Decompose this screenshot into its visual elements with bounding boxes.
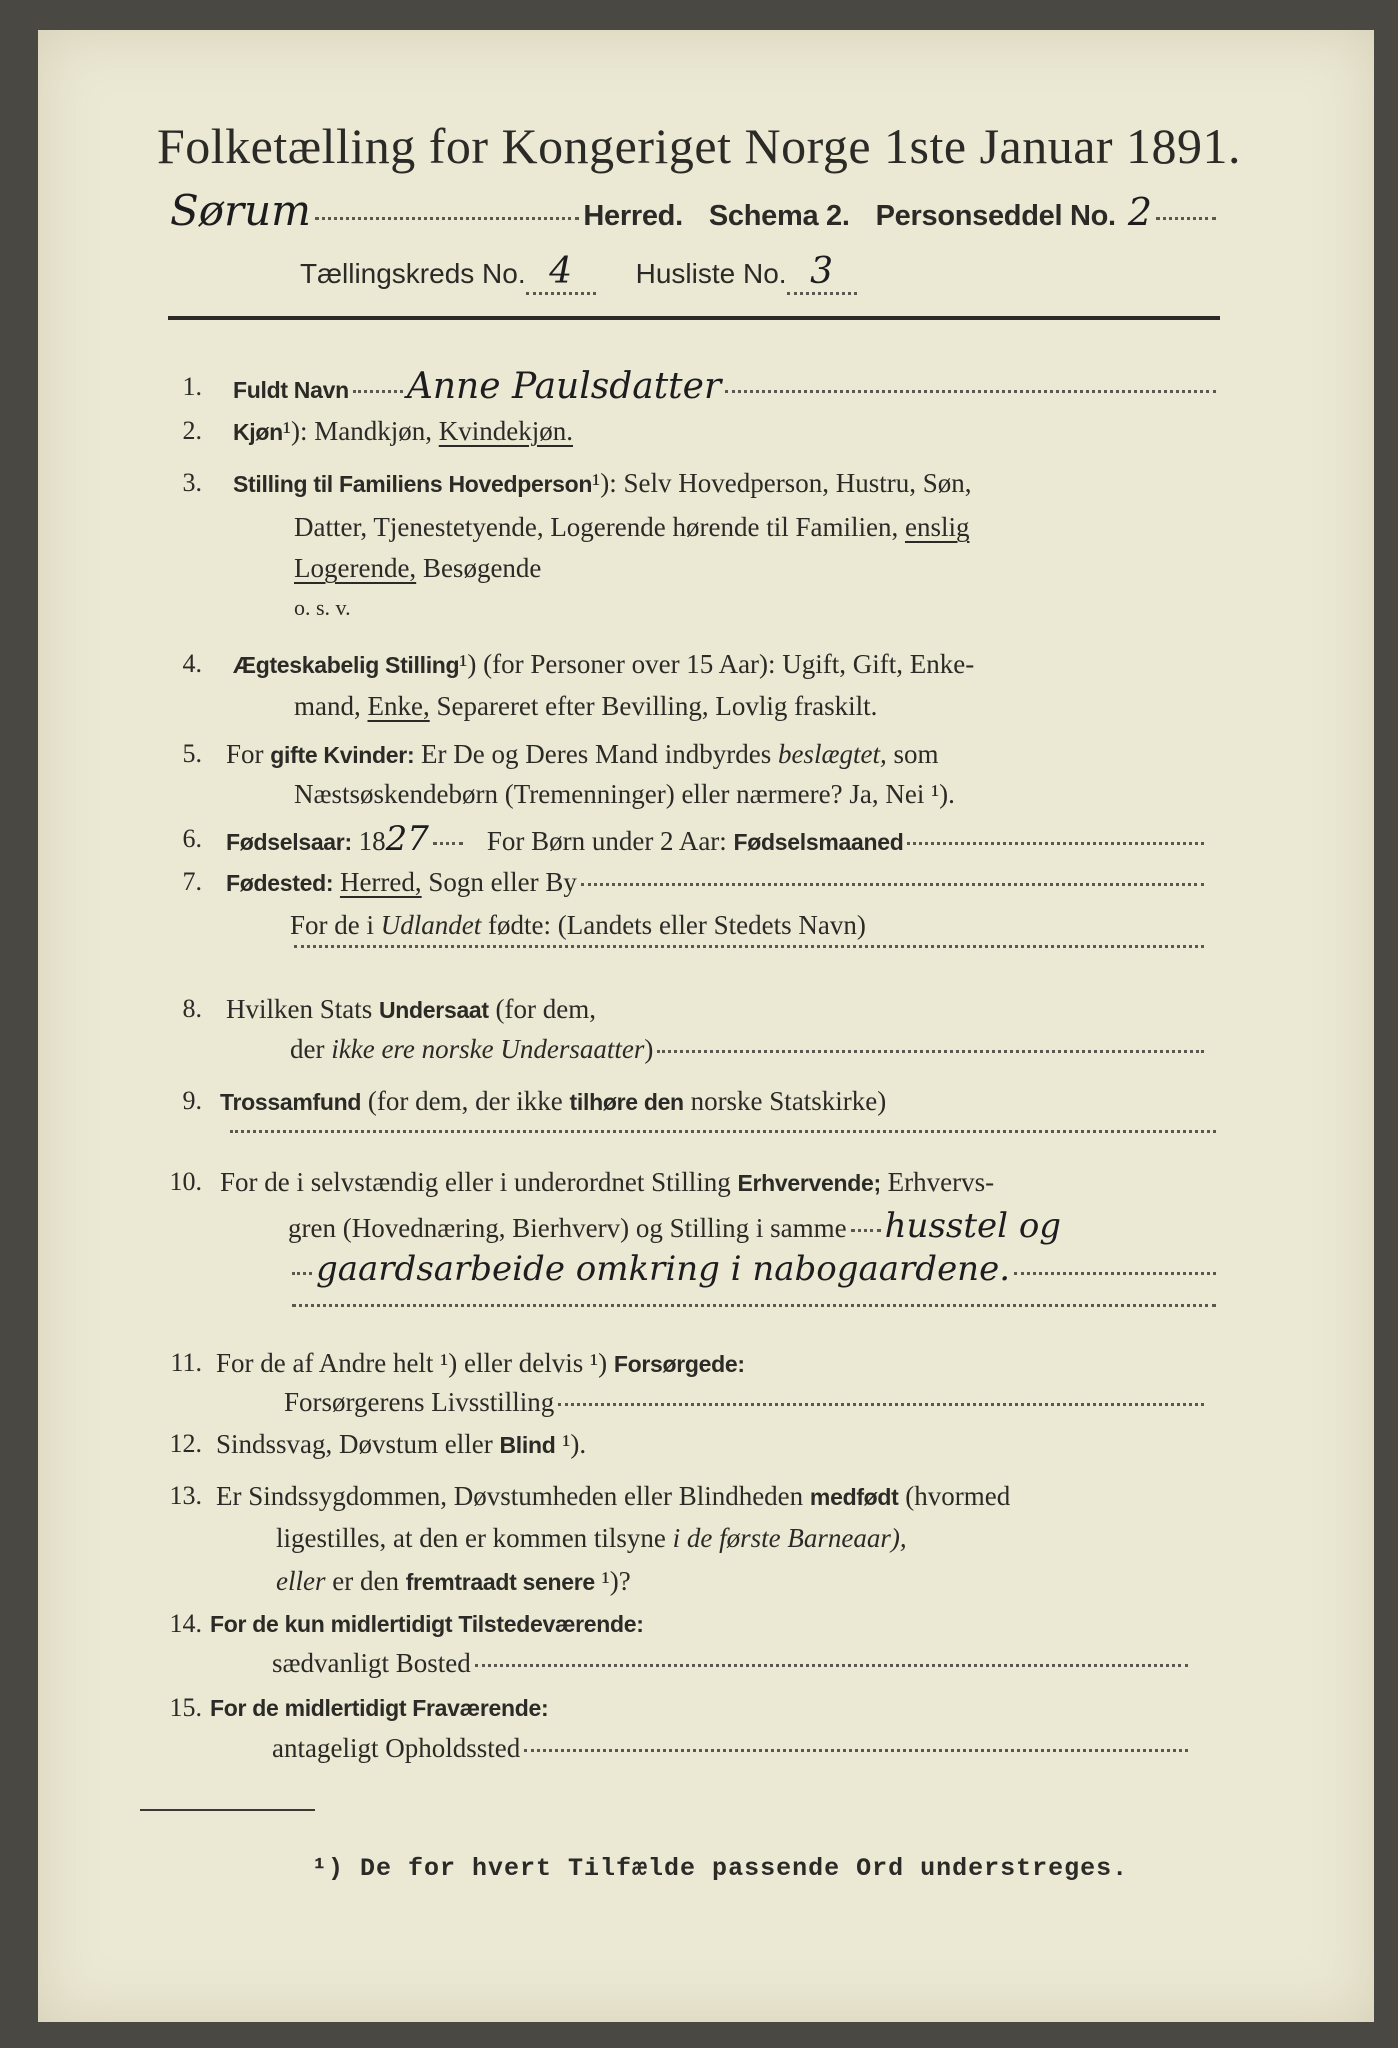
q13-bold: medfødt	[809, 1484, 899, 1510]
q10-line-3	[288, 1249, 1220, 1289]
husliste-label: Husliste No.	[635, 258, 787, 289]
q5-line-1	[226, 737, 938, 772]
leader	[657, 1050, 1204, 1053]
q9-number: 9.	[182, 1086, 202, 1115]
q13-italic: eller	[276, 1566, 326, 1596]
q4-text: Separeret efter Bevilling, Lovlig fraskilt.	[429, 691, 878, 721]
q10-line-1	[220, 1165, 994, 1200]
q14-line-1	[210, 1607, 644, 1641]
q11-number: 11.	[170, 1348, 202, 1377]
q7-label: Fødested:	[226, 870, 334, 896]
q10-text: For de i selvstændig eller i underordnet Stilling	[220, 1167, 738, 1197]
leader	[1156, 217, 1216, 220]
q3-selected: enslig	[904, 512, 970, 542]
q12-bold: Blind	[499, 1432, 556, 1458]
q12-line-1	[216, 1427, 586, 1462]
q1-full-name	[233, 366, 1220, 407]
q13-text: Er Sindssygdommen, Døvstumheden eller Blindheden	[216, 1481, 810, 1511]
q13-number: 13.	[169, 1481, 202, 1510]
q7-text: Sogn eller By	[421, 867, 577, 897]
q3-text: Datter, Tjenestetyende, Logerende hørende til Familien,	[294, 512, 905, 542]
q13-italic: i de første Barneaar),	[672, 1523, 907, 1553]
q11-text: Forsørgerens Livsstilling	[284, 1387, 555, 1417]
q10-text: gren (Hovednæring, Bierhverv) og Stilling i samme	[288, 1213, 847, 1243]
q15-line-2	[272, 1731, 1192, 1765]
q7-text: fødte: (Landets eller Stedets Navn)	[481, 910, 866, 940]
q8-line-2	[290, 1032, 1208, 1066]
kreds-label: Tællingskreds No.	[300, 258, 526, 289]
q7-text: For de i	[290, 910, 381, 940]
q6-bold: Fødselsmaaned	[733, 829, 904, 855]
q15-text: antageligt Opholdssted	[272, 1733, 521, 1763]
q4-text: mand,	[294, 691, 368, 721]
q4-line-1	[233, 647, 974, 682]
q4-number: 4.	[182, 649, 202, 678]
q6-label: Fødselsaar:	[226, 829, 352, 855]
birth-year-value: 27	[385, 819, 429, 859]
q9-bold: Trossamfund	[220, 1089, 362, 1115]
q9-blank-line	[226, 1135, 1220, 1138]
q14-bold: For de kun midlertidigt Tilstedeværende:	[210, 1611, 644, 1637]
q13-text: (hvormed	[898, 1481, 1011, 1511]
header-row-2	[300, 252, 857, 295]
q5-italic: beslægtet,	[777, 739, 887, 769]
herred-value: Sørum	[170, 186, 312, 235]
q7-number: 7.	[182, 867, 202, 896]
q13-text: ligestilles, at den er kommen tilsyne	[276, 1523, 673, 1553]
q15-bold: For de midlertidigt Fraværende:	[210, 1695, 549, 1721]
q7-italic: Udlandet	[380, 910, 482, 940]
q8-number: 8.	[182, 994, 202, 1023]
q1-label: Fuldt Navn	[233, 377, 349, 403]
q8-line-1	[226, 992, 596, 1027]
occupation-value-2: gaardsarbeide omkring i nabogaardene.	[316, 1249, 1011, 1289]
q3-text: ¹): Selv Hovedperson, Hustru, Søn,	[592, 468, 972, 498]
leader	[294, 945, 1204, 948]
q3-line-3	[294, 551, 541, 585]
q13-line-1	[216, 1479, 1010, 1514]
q12-text: ¹).	[555, 1429, 587, 1459]
leader	[230, 1130, 1216, 1133]
q5-text: Er De og Deres Mand indbyrdes	[414, 739, 778, 769]
q9-text: norske Statskirke)	[683, 1086, 887, 1116]
q15-line-1	[210, 1691, 548, 1725]
q7-line-2	[290, 908, 866, 942]
q3-text: Besøgende	[416, 553, 542, 583]
q7-selected: Herred,	[339, 867, 422, 897]
q5-number: 5.	[182, 739, 202, 768]
leader	[907, 842, 1204, 845]
q2-sex	[233, 414, 573, 449]
q11-line-2	[284, 1385, 1208, 1419]
q13-bold: fremtraadt senere	[405, 1569, 595, 1595]
q10-line-2	[288, 1206, 1248, 1246]
q1-number: 1.	[182, 372, 202, 401]
leader	[524, 1749, 1188, 1752]
q4-line-2	[294, 689, 877, 723]
leader	[558, 1403, 1204, 1406]
q10-bold: Erhvervende;	[737, 1170, 881, 1196]
header-divider	[168, 316, 1220, 320]
q2-label: Kjøn	[233, 419, 283, 445]
q13-line-2	[276, 1521, 907, 1555]
q2-selected: Kvindekjøn.	[438, 416, 573, 446]
q8-bold: Undersaat	[379, 997, 489, 1023]
q7-line-1	[226, 865, 1208, 900]
q2-number: 2.	[182, 416, 202, 445]
q14-text: sædvanligt Bosted	[272, 1648, 471, 1678]
q13-line-3	[276, 1564, 631, 1599]
q10-text: Erhvervs-	[880, 1167, 995, 1197]
q8-text: Hvilken Stats	[226, 994, 379, 1024]
q3-selected: Logerende,	[294, 553, 417, 583]
q3-number: 3.	[182, 468, 202, 497]
kreds-value: 4	[526, 252, 596, 295]
q9-text: (for dem, der ikke	[361, 1086, 570, 1116]
q4-selected: Enke,	[367, 691, 430, 721]
q11-text: For de af Andre helt ¹) eller delvis ¹)	[216, 1348, 614, 1378]
q4-label: Ægteskabelig Stilling	[233, 652, 460, 678]
q9-line-1	[220, 1084, 886, 1119]
q8-text: )	[644, 1034, 654, 1064]
q5-bold: gifte Kvinder:	[270, 742, 415, 768]
leader	[315, 217, 579, 220]
q3-label: Stilling til Familiens Hovedperson	[233, 471, 593, 497]
q7-blank-line	[290, 950, 1208, 953]
q4-text: ¹) (for Personer over 15 Aar): Ugift, Gift, Enke-	[459, 649, 975, 679]
form-title: Folketælling for Kongeriget Norge 1ste Januar 1891.	[156, 118, 1242, 174]
full-name-value: Anne Paulsdatter	[406, 366, 722, 407]
q6-number: 6.	[182, 824, 202, 853]
personseddel-value: 2	[1127, 190, 1152, 234]
q3-line-1	[233, 466, 971, 501]
leader	[475, 1664, 1188, 1667]
q8-text: der	[290, 1034, 332, 1064]
q5-line-2: Næstsøskendebørn (Tremenninger) eller nærmere? Ja, Nei ¹).	[294, 779, 955, 809]
q5-text: som	[886, 739, 939, 769]
q8-italic: ikke ere norske Undersaatter	[331, 1034, 645, 1064]
leader	[581, 883, 1204, 886]
leader	[292, 1272, 312, 1275]
q15-number: 15.	[169, 1693, 202, 1722]
q10-number: 10.	[169, 1167, 202, 1196]
q11-line-1	[216, 1346, 745, 1381]
q5-text: For	[226, 739, 271, 769]
leader	[725, 390, 1216, 393]
personseddel-label: Personseddel No.	[875, 200, 1116, 232]
occupation-value-1: husstel og	[884, 1206, 1062, 1246]
q12-number: 12.	[169, 1429, 202, 1458]
leader	[353, 390, 403, 393]
q11-bold: Forsørgede:	[613, 1351, 745, 1377]
footnote-divider	[140, 1809, 315, 1811]
q13-text: ¹)?	[594, 1566, 631, 1596]
q6-birth-year	[226, 819, 1208, 859]
leader	[1014, 1272, 1216, 1275]
q12-text: Sindssvag, Døvstum eller	[216, 1429, 500, 1459]
leader	[292, 1304, 1216, 1307]
q6-text: For Børn under 2 Aar:	[486, 826, 734, 856]
q8-text: (for dem,	[488, 994, 597, 1024]
q6-prefix: 18	[351, 826, 386, 856]
q14-number: 14.	[169, 1609, 202, 1638]
q2-text: ¹): Mandkjøn,	[282, 416, 439, 446]
schema-label: Schema 2.	[708, 200, 850, 232]
husliste-value: 3	[787, 252, 857, 295]
leader	[851, 1229, 881, 1232]
q9-bold: tilhøre den	[569, 1089, 684, 1115]
q3-line-4: o. s. v.	[294, 595, 351, 620]
q13-text: er den	[325, 1566, 406, 1596]
leader	[433, 842, 463, 845]
footnote: ¹) De for hvert Tilfælde passende Ord understreges.	[312, 1854, 1129, 1883]
q10-blank-line	[288, 1309, 1220, 1312]
q3-line-2	[294, 510, 969, 544]
herred-label: Herred.	[583, 200, 683, 232]
q14-line-2	[272, 1646, 1192, 1680]
header-row-1	[170, 186, 1220, 237]
